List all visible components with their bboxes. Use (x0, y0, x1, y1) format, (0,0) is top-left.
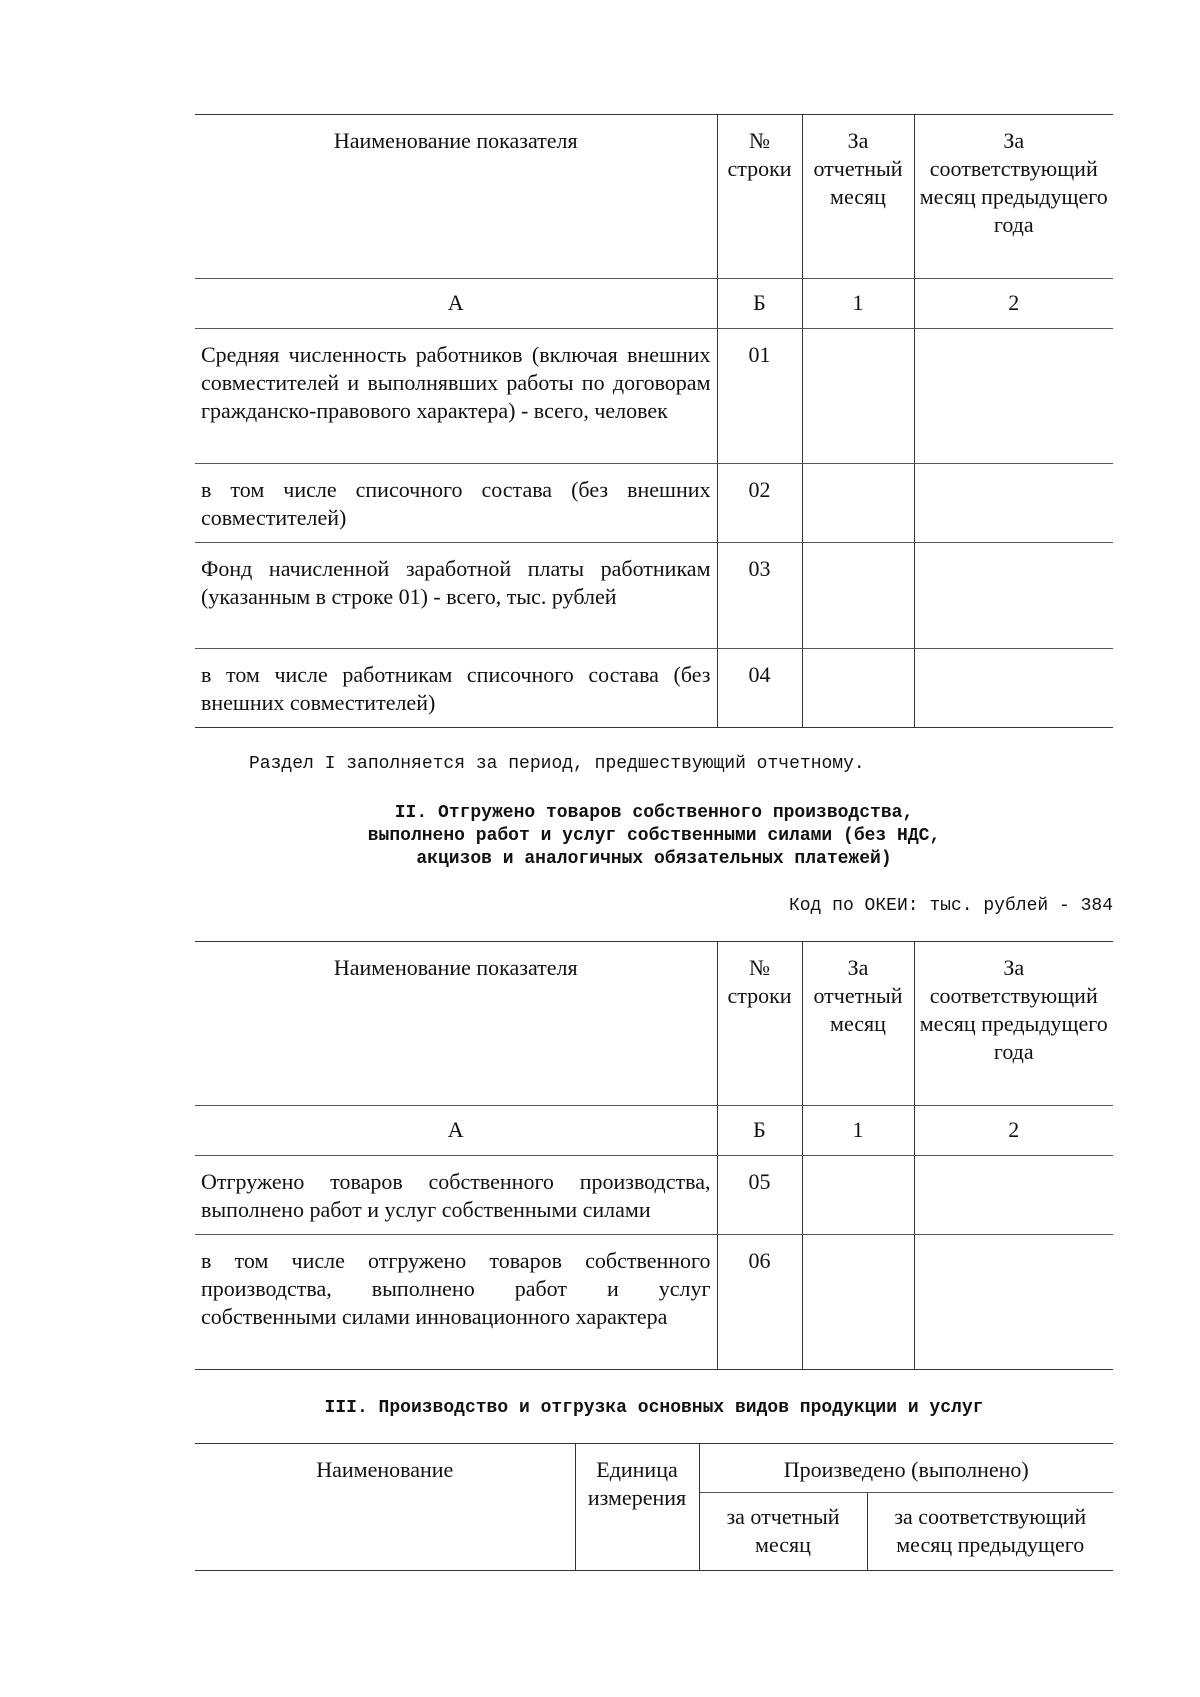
column-key: А (195, 279, 717, 329)
column-key: А (195, 1106, 717, 1156)
value-cell-current[interactable] (802, 649, 914, 728)
column-key: 2 (914, 1106, 1113, 1156)
table-row (195, 649, 1113, 728)
row-code: 06 (717, 1235, 802, 1370)
indicator-name: в том числе отгружено товаров собственного производства, выполнено работ и услуг собственными силами инновационного характера (195, 1235, 717, 1370)
header-current-month: За отчетный месяц (802, 115, 914, 279)
header-current-month: За отчетный месяц (802, 942, 914, 1106)
column-key: Б (717, 279, 802, 329)
indicator-name: в том числе списочного состава (без внешних совместителей) (195, 464, 717, 543)
table-row (195, 543, 1113, 649)
header-current-month: за отчетный месяц (699, 1493, 867, 1571)
value-cell-current[interactable] (802, 1156, 914, 1235)
value-cell-current[interactable] (802, 329, 914, 464)
header-indicator-name: Наименование показателя (195, 115, 717, 279)
okei-code: Код по ОКЕИ: тыс. рублей - 384 (788, 896, 1113, 916)
header-unit: Единица измерения (575, 1444, 699, 1571)
header-previous-year-month: за соответствующий месяц предыдущего (867, 1493, 1113, 1571)
indicator-name: в том числе работникам списочного состава (без внешних совместителей) (195, 649, 717, 728)
section2-number: II (394, 803, 417, 823)
header-indicator-name: Наименование показателя (195, 942, 717, 1106)
row-code: 02 (717, 464, 802, 543)
header-product-name: Наименование (195, 1444, 575, 1571)
row-code: 01 (717, 329, 802, 464)
indicator-name: Отгружено товаров собственного производства, выполнено работ и услуг собственными силами (195, 1156, 717, 1235)
value-cell-previous[interactable] (914, 464, 1113, 543)
value-cell-current[interactable] (802, 1235, 914, 1370)
section1-table (195, 114, 1113, 728)
value-cell-previous[interactable] (914, 329, 1113, 464)
table-row (195, 329, 1113, 464)
value-cell-previous[interactable] (914, 1235, 1113, 1370)
indicator-name: Средняя численность работников (включая внешних совместителей и выполнявших работы по договорам гражданско-правового характера) - всего, человек (195, 329, 717, 464)
header-produced: Произведено (выполнено) (699, 1444, 1113, 1493)
value-cell-previous[interactable] (914, 1156, 1113, 1235)
section3-number: III (324, 1398, 357, 1418)
header-row-number: № строки (717, 115, 802, 279)
value-cell-previous[interactable] (914, 543, 1113, 649)
header-row-number: № строки (717, 942, 802, 1106)
row-code: 04 (717, 649, 802, 728)
value-cell-previous[interactable] (914, 649, 1113, 728)
row-code: 05 (717, 1156, 802, 1235)
column-key-row (195, 279, 1113, 329)
section3-title: III. Производство и отгрузка основных видов продукции и услуг (324, 1398, 984, 1418)
column-key: Б (717, 1106, 802, 1156)
section1-note: Раздел I заполняется за период, предшествующий отчетному. (249, 754, 865, 774)
column-key: 1 (802, 279, 914, 329)
section2-table (195, 941, 1113, 1370)
table-row (195, 1156, 1113, 1235)
column-key-row (195, 1106, 1113, 1156)
indicator-name: Фонд начисленной заработной платы работникам (указанным в строке 01) - всего, тыс. рублей (195, 543, 717, 649)
header-previous-year-month: За соответствующий месяц предыдущего года (914, 115, 1113, 279)
table-row (195, 464, 1113, 543)
value-cell-current[interactable] (802, 464, 914, 543)
section2-title: II. Отгружено товаров собственного производства, выполнено работ и услуг собственными силами (без НДС, акцизов и аналогичных обязательных платежей) (367, 803, 941, 869)
column-key: 1 (802, 1106, 914, 1156)
row-code: 03 (717, 543, 802, 649)
section3-table (195, 1443, 1113, 1571)
header-previous-year-month: За соответствующий месяц предыдущего года (914, 942, 1113, 1106)
value-cell-current[interactable] (802, 543, 914, 649)
column-key: 2 (914, 279, 1113, 329)
table-row (195, 1235, 1113, 1370)
